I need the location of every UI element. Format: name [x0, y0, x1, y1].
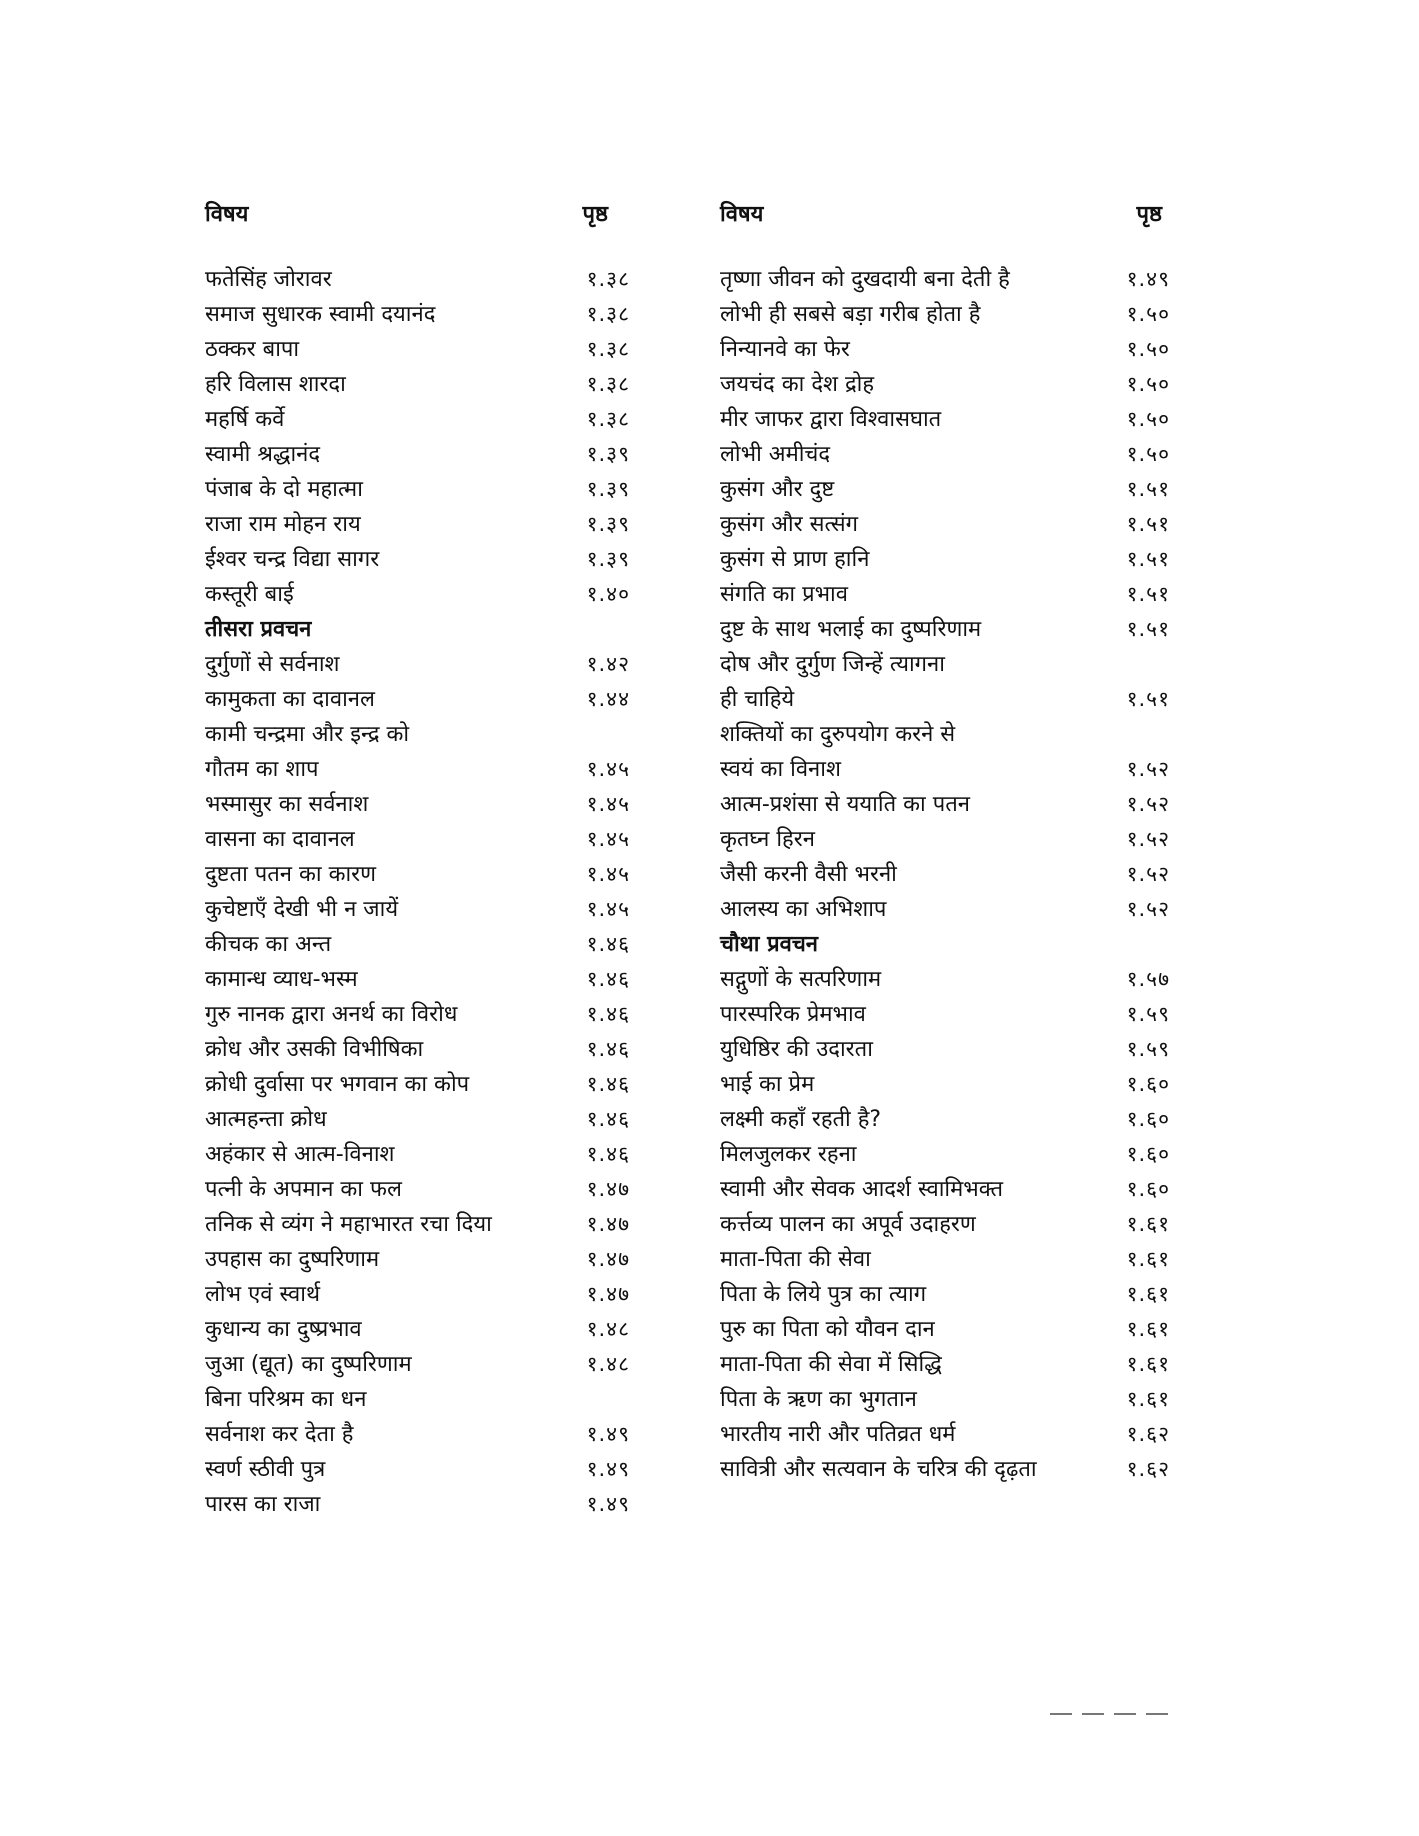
- toc-entry: [205, 1452, 630, 1487]
- entry-title: पंजाब के दो महात्मा: [205, 477, 363, 502]
- entry-title: अहंकार से आत्म-विनाश: [205, 1142, 395, 1167]
- page-header: पृष्ठ: [582, 202, 608, 227]
- entry-page: १.४६: [586, 1142, 630, 1166]
- toc-entry: [720, 857, 1170, 892]
- entry-title: युधिष्ठिर की उदारता: [720, 1037, 873, 1062]
- entry-title: बिना परिश्रम का धन: [205, 1387, 367, 1412]
- entry-page: १.४५: [586, 862, 630, 886]
- toc-entry: [720, 1417, 1170, 1452]
- entry-page: १.५२: [1126, 862, 1170, 886]
- toc-entry: [720, 997, 1170, 1032]
- entry-title: स्वामी श्रद्धानंद: [205, 442, 321, 467]
- entry-title: लोभी अमीचंद: [720, 442, 831, 467]
- toc-heading-line: [205, 717, 630, 752]
- toc-entry: [205, 1207, 630, 1242]
- entry-page: १.३८: [586, 337, 630, 361]
- entry-page: १.४६: [586, 1107, 630, 1131]
- toc-list-left: [205, 262, 630, 1522]
- entry-page: १.६१: [1126, 1352, 1170, 1376]
- entry-page: १.६१: [1126, 1317, 1170, 1341]
- toc-entry: [205, 1277, 630, 1312]
- toc-entry: [205, 262, 630, 297]
- entry-title: पारस का राजा: [205, 1492, 321, 1517]
- entry-page: १.४६: [586, 1072, 630, 1096]
- entry-page: १.४५: [586, 757, 630, 781]
- entry-title: कुसंग से प्राण हानि: [720, 547, 870, 572]
- entry-title: कामुकता का दावानल: [205, 687, 375, 712]
- entry-page: १.४२: [586, 652, 630, 676]
- entry-page: १.४९: [586, 1457, 630, 1481]
- entry-title: दुष्टता पतन का कारण: [205, 862, 377, 887]
- entry-title: कर्त्तव्य पालन का अपूर्व उदाहरण: [720, 1212, 976, 1237]
- entry-title: कीचक का अन्त: [205, 932, 332, 957]
- toc-entry: [205, 682, 630, 717]
- toc-entry: [205, 1242, 630, 1277]
- entry-title: फतेसिंह जोरावर: [205, 267, 332, 292]
- toc-entry: [205, 997, 630, 1032]
- entry-title: माता-पिता की सेवा: [720, 1247, 871, 1272]
- entry-title: उपहास का दुष्परिणाम: [205, 1247, 380, 1272]
- entry-page: १.४४: [586, 687, 630, 711]
- toc-entry: [205, 297, 630, 332]
- entry-page: १.५१: [1126, 617, 1170, 641]
- toc-entry: [205, 857, 630, 892]
- toc-heading-line: [205, 1382, 630, 1417]
- entry-title: कुसंग और दुष्ट: [720, 477, 835, 502]
- entry-title: जयचंद का देश द्रोह: [720, 372, 875, 397]
- entry-title: जैसी करनी वैसी भरनी: [720, 862, 897, 887]
- entry-page: १.५२: [1126, 897, 1170, 921]
- entry-title: आत्महन्ता क्रोध: [205, 1107, 327, 1132]
- entry-title: कुचेष्टाएँ देखी भी न जायें: [205, 897, 399, 922]
- entry-title: निन्यानवे का फेर: [720, 337, 850, 362]
- entry-page: १.६१: [1126, 1387, 1170, 1411]
- toc-entry: [205, 332, 630, 367]
- toc-entry: [720, 787, 1170, 822]
- toc-entry: [205, 1067, 630, 1102]
- entry-title: जुआ (द्यूत) का दुष्परिणाम: [205, 1352, 412, 1377]
- entry-title: भस्मासुर का सर्वनाश: [205, 792, 369, 817]
- entry-title: कुसंग और सत्संग: [720, 512, 859, 537]
- entry-page: १.३९: [586, 477, 630, 501]
- entry-page: १.६०: [1126, 1072, 1170, 1096]
- entry-page: १.४७: [586, 1282, 630, 1306]
- entry-title: समाज सुधारक स्वामी दयानंद: [205, 302, 436, 327]
- entry-title: चौथा प्रवचन: [720, 932, 819, 957]
- entry-title: तनिक से व्यंग ने महाभारत रचा दिया: [205, 1212, 492, 1237]
- entry-page: १.५०: [1126, 442, 1170, 466]
- entry-page: १.५१: [1126, 547, 1170, 571]
- entry-page: १.४८: [586, 1352, 630, 1376]
- toc-entry: [720, 1347, 1170, 1382]
- toc-entry: [720, 1032, 1170, 1067]
- toc-entry: [205, 822, 630, 857]
- toc-entry: [720, 367, 1170, 402]
- entry-page: १.४६: [586, 932, 630, 956]
- entry-page: १.६१: [1126, 1247, 1170, 1271]
- subject-header: विषय: [720, 202, 764, 227]
- entry-title: संगति का प्रभाव: [720, 582, 848, 607]
- entry-title: पिता के लिये पुत्र का त्याग: [720, 1282, 927, 1307]
- entry-page: १.४७: [586, 1177, 630, 1201]
- entry-page: १.५२: [1126, 757, 1170, 781]
- toc-entry: [720, 1137, 1170, 1172]
- entry-page: १.५१: [1126, 477, 1170, 501]
- entry-page: १.४९: [586, 1492, 630, 1516]
- entry-title: महर्षि कर्वे: [205, 407, 285, 432]
- entry-title: कुधान्य का दुष्प्रभाव: [205, 1317, 362, 1342]
- entry-page: १.५२: [1126, 827, 1170, 851]
- toc-entry: [720, 1102, 1170, 1137]
- toc-left-column: [205, 198, 630, 1522]
- entry-title: मिलजुलकर रहना: [720, 1142, 857, 1167]
- entry-page: १.३९: [586, 547, 630, 571]
- toc-entry: [720, 1312, 1170, 1347]
- entry-title: ईश्वर चन्द्र विद्या सागर: [205, 547, 380, 572]
- toc-entry: [720, 437, 1170, 472]
- toc-entry: [205, 507, 630, 542]
- entry-title: लोभी ही सबसे बड़ा गरीब होता है: [720, 302, 981, 327]
- toc-entry: [720, 1242, 1170, 1277]
- entry-page: १.३९: [586, 442, 630, 466]
- toc-entry: [720, 822, 1170, 857]
- toc-heading-line: [720, 647, 1170, 682]
- toc-entry: [205, 402, 630, 437]
- entry-title: आत्म-प्रशंसा से ययाति का पतन: [720, 792, 970, 817]
- toc-entry: [205, 437, 630, 472]
- entry-page: १.५०: [1126, 302, 1170, 326]
- toc-entry: [205, 367, 630, 402]
- toc-entry: [720, 1452, 1170, 1487]
- toc-entry: [205, 1172, 630, 1207]
- toc-entry: [720, 542, 1170, 577]
- scan-marks: [1050, 1700, 1190, 1702]
- entry-page: १.५९: [1126, 1002, 1170, 1026]
- entry-title: क्रोधी दुर्वासा पर भगवान का कोप: [205, 1072, 470, 1097]
- entry-page: १.३८: [586, 267, 630, 291]
- toc-entry: [720, 1207, 1170, 1242]
- entry-page: १.५०: [1126, 372, 1170, 396]
- entry-title: तृष्णा जीवन को दुखदायी बना देती है: [720, 267, 1010, 292]
- entry-title: क्रोध और उसकी विभीषिका: [205, 1037, 424, 1062]
- entry-title: तीसरा प्रवचन: [205, 617, 312, 642]
- entry-title: पत्नी के अपमान का फल: [205, 1177, 402, 1202]
- entry-title: पिता के ऋण का भुगतान: [720, 1387, 917, 1412]
- toc-entry: [205, 787, 630, 822]
- toc-entry: [720, 1067, 1170, 1102]
- entry-title: शक्तियों का दुरुपयोग करने से: [720, 722, 956, 747]
- entry-page: १.४८: [586, 1317, 630, 1341]
- entry-title: स्वामी और सेवक आदर्श स्वामिभक्त: [720, 1177, 1004, 1202]
- toc-entry: [720, 262, 1170, 297]
- toc-entry: [720, 332, 1170, 367]
- toc-heading-line: [205, 612, 630, 647]
- toc-entry: [205, 1032, 630, 1067]
- entry-title: वासना का दावानल: [205, 827, 355, 852]
- entry-page: १.५७: [1126, 967, 1170, 991]
- entry-title: कृतघ्न हिरन: [720, 827, 815, 852]
- toc-heading-line: [720, 927, 1170, 962]
- entry-title: दोष और दुर्गुण जिन्हें त्यागना: [720, 652, 945, 677]
- toc-entry: [720, 682, 1170, 717]
- toc-entry: [205, 542, 630, 577]
- entry-title: कामान्ध व्याध-भस्म: [205, 967, 358, 992]
- entry-page: १.६१: [1126, 1212, 1170, 1236]
- entry-page: १.४५: [586, 792, 630, 816]
- entry-title: ठक्कर बापा: [205, 337, 300, 362]
- entry-title: भाई का प्रेम: [720, 1072, 815, 1097]
- entry-title: स्वयं का विनाश: [720, 757, 841, 782]
- entry-page: १.६२: [1126, 1457, 1170, 1481]
- toc-entry: [205, 927, 630, 962]
- entry-title: दुष्ट के साथ भलाई का दुष्परिणाम: [720, 617, 982, 642]
- entry-title: गौतम का शाप: [205, 757, 319, 782]
- toc-entry: [205, 1487, 630, 1522]
- entry-page: १.४९: [586, 1422, 630, 1446]
- entry-title: स्वर्ण स्ठीवी पुत्र: [205, 1457, 326, 1482]
- entry-page: १.६०: [1126, 1107, 1170, 1131]
- entry-title: पुरु का पिता को यौवन दान: [720, 1317, 935, 1342]
- entry-page: १.३८: [586, 407, 630, 431]
- entry-page: १.४५: [586, 827, 630, 851]
- subject-header: विषय: [205, 202, 249, 227]
- entry-title: पारस्परिक प्रेमभाव: [720, 1002, 866, 1027]
- entry-page: १.५१: [1126, 582, 1170, 606]
- entry-title: हरि विलास शारदा: [205, 372, 346, 397]
- entry-page: १.५०: [1126, 337, 1170, 361]
- toc-list-right: [720, 262, 1170, 1487]
- entry-page: १.३९: [586, 512, 630, 536]
- entry-title: लोभ एवं स्वार्थ: [205, 1282, 321, 1307]
- entry-title: दुर्गुणों से सर्वनाश: [205, 652, 340, 677]
- toc-entry: [720, 892, 1170, 927]
- toc-entry: [205, 892, 630, 927]
- toc-entry: [720, 577, 1170, 612]
- entry-page: १.४७: [586, 1247, 630, 1271]
- entry-title: सावित्री और सत्यवान के चरित्र की दृढ़ता: [720, 1457, 1037, 1482]
- entry-page: १.३८: [586, 372, 630, 396]
- toc-entry: [720, 402, 1170, 437]
- toc-entry: [205, 752, 630, 787]
- toc-heading-line: [720, 717, 1170, 752]
- toc-entry: [205, 577, 630, 612]
- entry-title: सद्गुणों के सत्परिणाम: [720, 967, 882, 992]
- entry-page: १.५१: [1126, 512, 1170, 536]
- toc-entry: [205, 647, 630, 682]
- entry-title: मीर जाफर द्वारा विश्वासघात: [720, 407, 942, 432]
- entry-title: गुरु नानक द्वारा अनर्थ का विरोध: [205, 1002, 458, 1027]
- toc-entry: [720, 297, 1170, 332]
- toc-entry: [205, 472, 630, 507]
- entry-page: १.४०: [586, 582, 630, 606]
- entry-page: १.३८: [586, 302, 630, 326]
- entry-page: १.४९: [1126, 267, 1170, 291]
- entry-page: १.४६: [586, 967, 630, 991]
- entry-page: १.६०: [1126, 1177, 1170, 1201]
- toc-entry: [205, 1347, 630, 1382]
- entry-title: माता-पिता की सेवा में सिद्धि: [720, 1352, 942, 1377]
- entry-title: आलस्य का अभिशाप: [720, 897, 887, 922]
- entry-page: १.५०: [1126, 407, 1170, 431]
- entry-page: १.६२: [1126, 1422, 1170, 1446]
- toc-entry: [205, 1137, 630, 1172]
- toc-entry: [720, 1172, 1170, 1207]
- entry-page: १.५२: [1126, 792, 1170, 816]
- toc-entry: [720, 752, 1170, 787]
- entry-page: १.४६: [586, 1037, 630, 1061]
- entry-page: १.५९: [1126, 1037, 1170, 1061]
- entry-title: ही चाहिये: [720, 687, 795, 712]
- entry-page: १.४७: [586, 1212, 630, 1236]
- toc-entry: [205, 1102, 630, 1137]
- page-header: पृष्ठ: [1136, 202, 1162, 227]
- entry-page: १.४६: [586, 1002, 630, 1026]
- toc-entry: [205, 1312, 630, 1347]
- column-header: [205, 198, 630, 254]
- entry-title: कस्तूरी बाई: [205, 582, 294, 607]
- entry-page: १.६१: [1126, 1282, 1170, 1306]
- toc-entry: [720, 472, 1170, 507]
- toc-entry: [720, 612, 1170, 647]
- entry-title: राजा राम मोहन राय: [205, 512, 361, 537]
- entry-title: सर्वनाश कर देता है: [205, 1422, 354, 1447]
- entry-title: भारतीय नारी और पतिव्रत धर्म: [720, 1422, 956, 1447]
- toc-entry: [720, 962, 1170, 997]
- toc-entry: [205, 962, 630, 997]
- entry-title: लक्ष्मी कहाँ रहती है?: [720, 1107, 882, 1132]
- toc-entry: [205, 1417, 630, 1452]
- toc-right-column: [720, 198, 1170, 1487]
- toc-entry: [720, 1382, 1170, 1417]
- column-header: [720, 198, 1170, 254]
- entry-page: १.५१: [1126, 687, 1170, 711]
- entry-title: कामी चन्द्रमा और इन्द्र को: [205, 722, 410, 747]
- entry-page: १.६०: [1126, 1142, 1170, 1166]
- toc-entry: [720, 1277, 1170, 1312]
- toc-entry: [720, 507, 1170, 542]
- entry-page: १.४५: [586, 897, 630, 921]
